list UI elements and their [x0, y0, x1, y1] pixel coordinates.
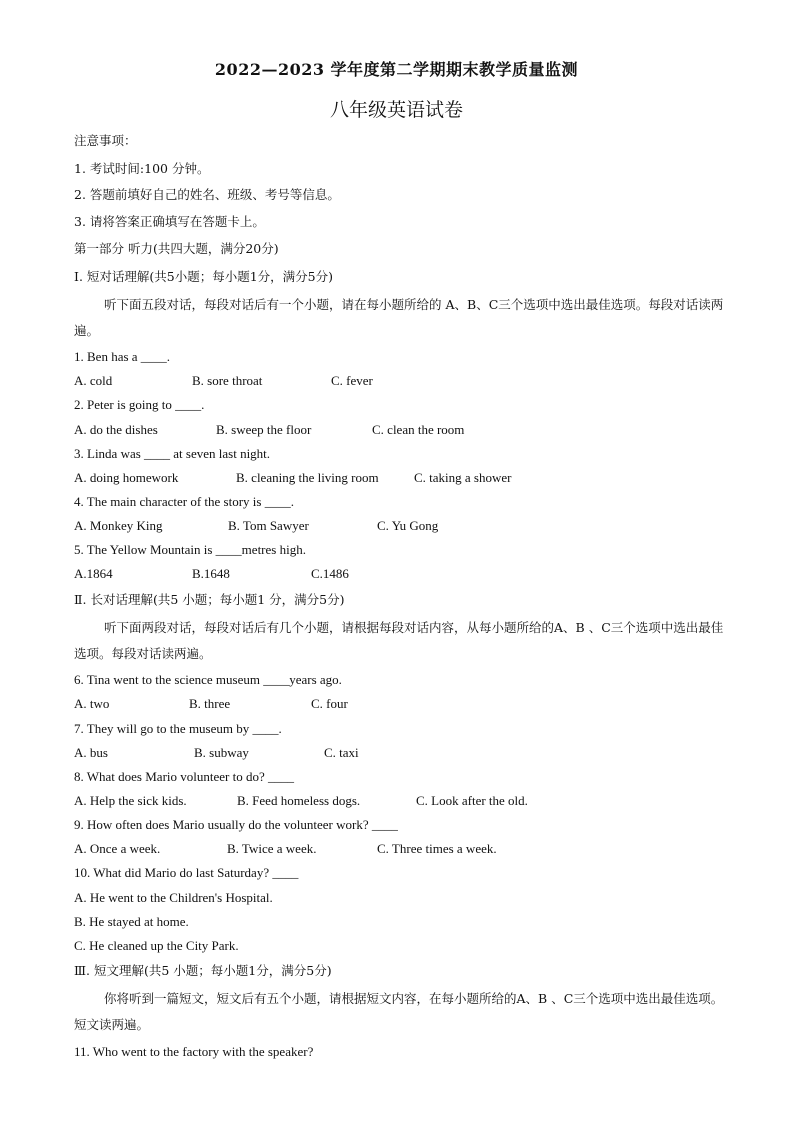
option-a: A. do the dishes [74, 422, 158, 437]
option-b: B. Tom Sawyer [228, 518, 309, 533]
option-c: C. taking a shower [414, 470, 512, 485]
section-heading: Ⅰ. 短对话理解(共5小题；每小题1分，满分5分) [74, 269, 333, 284]
option-c: C. taxi [324, 745, 359, 760]
question-stem: 8. What does Mario volunteer to do? ____ [74, 769, 294, 784]
option-b: B. Twice a week. [227, 841, 317, 856]
question-stem: 10. What did Mario do last Saturday? ____ [74, 865, 299, 880]
question-stem: 2. Peter is going to ____. [74, 397, 205, 412]
note-item: 1. 考试时间:100 分钟。 [74, 161, 210, 176]
option-c: C. He cleaned up the City Park. [74, 938, 239, 953]
question-stem: 1. Ben has a ____. [74, 349, 171, 364]
option-a: A.1864 [74, 566, 113, 581]
question-stem: 7. They will go to the museum by ____. [74, 721, 282, 736]
option-c: C. four [311, 696, 348, 711]
option-b: B. Feed homeless dogs. [237, 793, 361, 808]
option-a: A. He went to the Children's Hospital. [74, 890, 273, 905]
option-b: B. subway [194, 745, 249, 760]
option-c: C.1486 [311, 566, 349, 581]
option-b: B. sore throat [192, 373, 263, 388]
option-c: C. Look after the old. [416, 793, 528, 808]
option-b: B. He stayed at home. [74, 914, 189, 929]
option-b: B. sweep the floor [216, 422, 312, 437]
section-heading: Ⅲ. 短文理解(共5 小题；每小题1分，满分5分) [74, 963, 332, 978]
option-b: B. cleaning the living room [236, 470, 379, 485]
note-item: 2. 答题前填好自己的姓名、班级、考号等信息。 [74, 187, 340, 202]
notes-heading: 注意事项： [74, 133, 137, 148]
question-stem: 9. How often does Mario usually do the volunteer work? ____ [74, 817, 398, 832]
question-stem: 5. The Yellow Mountain is ____metres high. [74, 542, 306, 557]
exam-subtitle: 八年级英语试卷 [329, 99, 463, 121]
question-stem: 6. Tina went to the science museum ____years ago. [74, 672, 342, 687]
option-a: A. Help the sick kids. [74, 793, 187, 808]
option-b: B. three [189, 696, 231, 711]
question-stem: 3. Linda was ____ at seven last night. [74, 446, 271, 461]
option-a: A. doing homework [74, 470, 179, 485]
option-a: A. two [74, 696, 110, 711]
part-heading: 第一部分 听力(共四大题，满分20分) [74, 241, 279, 256]
note-item: 3. 请将答案正确填写在答题卡上。 [74, 214, 265, 229]
option-a: A. Monkey King [74, 518, 163, 533]
option-b: B.1648 [192, 566, 230, 581]
section-instruction: 听下面两段对话，每段对话后有几个小题，请根据每段对话内容，从每小题所给的A、B 、C三个选项中选出最佳选项。每段对话读两遍。 [74, 620, 724, 661]
option-c: C. clean the room [372, 422, 465, 437]
section-heading: Ⅱ. 长对话理解(共5 小题；每小题1 分，满分5分) [74, 592, 345, 607]
option-c: C. Three times a week. [377, 841, 497, 856]
section-instruction: 你将听到一篇短文，短文后有五个小题，请根据短文内容，在每小题所给的A、B 、C三个选项中选出最佳选项。短文读两遍。 [74, 991, 724, 1032]
option-c: C. Yu Gong [377, 518, 439, 533]
question-stem: 11. Who went to the factory with the speaker? [74, 1044, 314, 1059]
section-instruction: 听下面五段对话，每段对话后有一个小题，请在每小题所给的 A、B、C三个选项中选出最佳选项。每段对话读两遍。 [74, 297, 724, 338]
question-stem: 4. The main character of the story is ____. [74, 494, 294, 509]
option-c: C. fever [331, 373, 373, 388]
exam-title: 2022—2023 学年度第二学期期末教学质量监测 [214, 60, 579, 79]
option-a: A. bus [74, 745, 108, 760]
option-a: A. cold [74, 373, 113, 388]
option-a: A. Once a week. [74, 841, 161, 856]
